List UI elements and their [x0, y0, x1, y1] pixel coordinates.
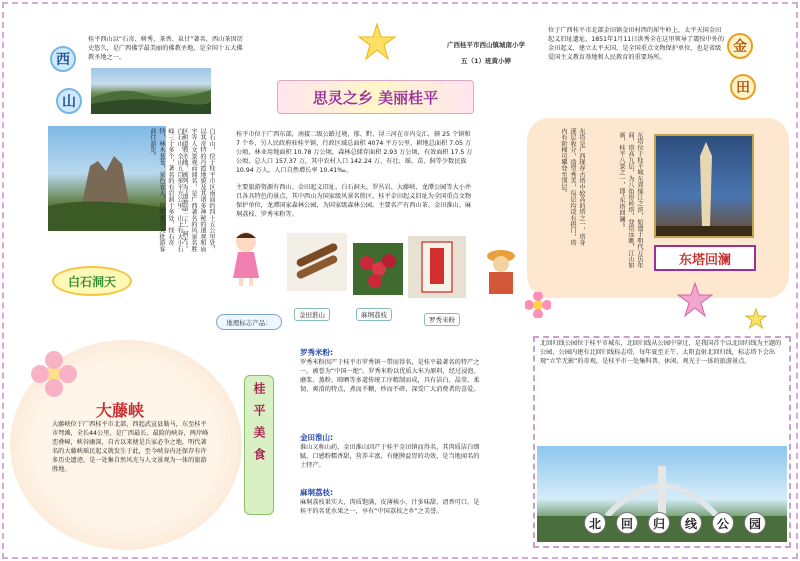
center-para2: 主要旅游资源有西山、金田起义旧址、白石洞天、罗丛岩、大藤峡、龙潭公园等大小并且各具特色的景点，其中西山为国家级风景名胜区，桂平金田起义旧址为全国重点文物保护单位，龙潭国家森林公园，为国家级森林公园。主要名产有西山茶、金田淮山、麻垌荔枝、罗秀米粉等。	[236, 184, 472, 218]
beihuigui-char: 公	[712, 512, 734, 534]
page-title	[277, 80, 474, 114]
huaishan-photo	[287, 233, 347, 291]
jin-circle: 金	[727, 33, 753, 59]
dongta-title: 东塔回澜	[678, 252, 731, 268]
beihuigui-title	[584, 512, 784, 534]
lizhi-photo	[353, 243, 403, 295]
star-icon	[745, 308, 767, 330]
shan-circle: 山	[56, 88, 82, 114]
beihuigui-char: 园	[744, 512, 766, 534]
baishi-title: 白石洞天	[67, 274, 116, 289]
flower-icon	[525, 292, 551, 318]
luoxiu-text: 罗秀米粉因产于桂平市罗秀镇一带而得名，是桂平最著名的特产之一，被誉为“中国一绝”。罗秀米粉以优质大米为原料，经过浸泡、磨浆、蒸粉、晾晒等多道传统工序精制而成，具有洁白、晶莹、柔韧、爽滑的特点，煮而不糊，炒而不碎，深受广大消费者的喜爱。	[300, 359, 480, 393]
scarecrow-figure	[482, 246, 520, 301]
baishi-col2: 白石山，全山五百多平方公里，山上有大小石峰三十多个，著名的有岩洞十多处，怪石奇特，林木葱茏，景色宜人，每年吸引大批游客前往游览。	[149, 128, 183, 252]
baishi-title-badge	[52, 266, 132, 296]
baishi-col1: 白石山，位于桂平市区南面约四十五公里处，以其奇特的丹霞地貌及其诸多神秘的道观和庙宇等人文景观而闻名，是广西著名的风景名胜区和道教圣地，被列为“道教第二十一洞天”。	[181, 128, 215, 253]
beihuigui-char: 线	[680, 512, 702, 534]
dongta-photo	[654, 134, 754, 238]
xishan-photo	[91, 68, 211, 114]
dongta-title-badge	[654, 245, 756, 271]
datengxia-para: 大藤峡位于广西桂平市北部，西起武宣县勒马，东至桂平市弩滩，全长44公里，是广西最长、最险的峡谷，两岸峰峦叠嶂，峡谷幽深，自古以来便是兵家必争之地，明代著名的大藤峡瑶民起义就发生于此，至今峡谷内还保存有许多历史遗迹，是一处集自然风光与人文景观为一体的旅游胜地。	[52, 421, 209, 473]
huaishan-head: 金田淮山:	[300, 433, 333, 442]
label-mifen: 罗秀米粉	[424, 313, 460, 326]
beihuigui-char: 回	[616, 512, 638, 534]
label-huaishan: 金田淮山	[294, 308, 330, 321]
label-lizhi: 麻垌荔枝	[356, 308, 392, 321]
center-para: 桂平市位于广西东部，南接二级公路过境，郁、黔、浔三河在市内交汇，辖 25 个镇和 7 个乡，另人民政府驻桂平镇，行政区域总面积 4074 平方公里，耕地总面积 7.05 万公顷，林业用地面积 10.78 万公顷，森林总储存面积 2.93 万公顷，有效面积 17.5 万公顷，总人口 157.37 万，其中农村人口 142.24 万，有壮、瑶、苗、侗等少数民族 10.94 万人，人口自然增长率 10.41‰。	[236, 131, 473, 174]
star-icon	[357, 22, 397, 62]
xi-circle: 西	[50, 46, 76, 72]
mifen-photo	[408, 236, 466, 298]
beihuigui-char: 归	[648, 512, 670, 534]
beihuigui-char: 北	[584, 512, 606, 534]
girl-figure	[229, 228, 263, 288]
beihuigui-para: 北回归线公园位于桂平市城东，北回归线从公园中穿过，是我国首个以北回归线为主题的公园，公园内建有北回归线标志塔，每年夏至正午，太阳直射北回归线，标志塔下会出现“立竿无影”的奇观，是桂平市一处集科普、休闲、观光于一体的旅游景点。	[540, 340, 782, 365]
jintian-para: 位于广西桂平市北部金田镇金田村西的犀牛岭上，太平天国金田起义旧址遗址，1851年1月11日洪秀全在这里领导了震惊中外的金田起义，建立太平天国，是全国重点文物保护单位，也是省级爱国主义教育基地和人民教育的重要场所。	[548, 27, 725, 61]
food-title: 桂平美食	[252, 382, 266, 470]
xishan-intro: 桂平西山以“石奇、树秀、茶香、泉甘”著名，西山茶因历史悠久，是广西佛学最美丽的佛教圣地，是全国十五大佛教圣地之一。	[88, 36, 243, 61]
huaishan-text: 淮山又称山药，金田淮山因产于桂平金田镇而得名，其肉质洁白细腻，口感粉糯香甜，营养丰富，有健脾益胃的功效，是当地闻名的土特产。	[300, 444, 480, 469]
flower-icon	[30, 350, 78, 398]
product-label	[216, 314, 282, 330]
page-title-text: 思灵之乡 美丽桂平	[312, 88, 439, 107]
datengxia-title: 大藤峡	[96, 401, 145, 420]
dongta-col-a: 东塔是广西现存古塔中较高的塔之一，塔身逐层收分，造型秀美，每层均设有拱门，塔内有阶梯可攀登至顶层。	[560, 128, 585, 246]
lizhi-head: 麻垌荔枝:	[300, 488, 333, 497]
product-label-text: 地理标志产品：	[226, 318, 272, 327]
star-icon	[677, 282, 713, 318]
header-school: 广西桂平市西山镇城南小学	[447, 41, 525, 49]
header-class: 五（1）班黄小婷	[460, 57, 512, 65]
tian-circle: 田	[730, 74, 756, 100]
lizhi-text: 麻垌荔枝果实大，肉质饱满，皮薄核小，汁多味甜，清香可口，是桂平的名优水果之一，享有“中国荔枝之乡”之美誉。	[300, 499, 480, 515]
luoxiu-head: 罗秀米粉:	[300, 348, 333, 357]
dongta-col-b: 东塔位于桂平城东郊郁江之滨，始建于明代万历年间，塔高九层，为八角形砖塔，登塔远眺，江山如画，桂平八景之一，即“东塔回澜”。	[618, 132, 643, 269]
